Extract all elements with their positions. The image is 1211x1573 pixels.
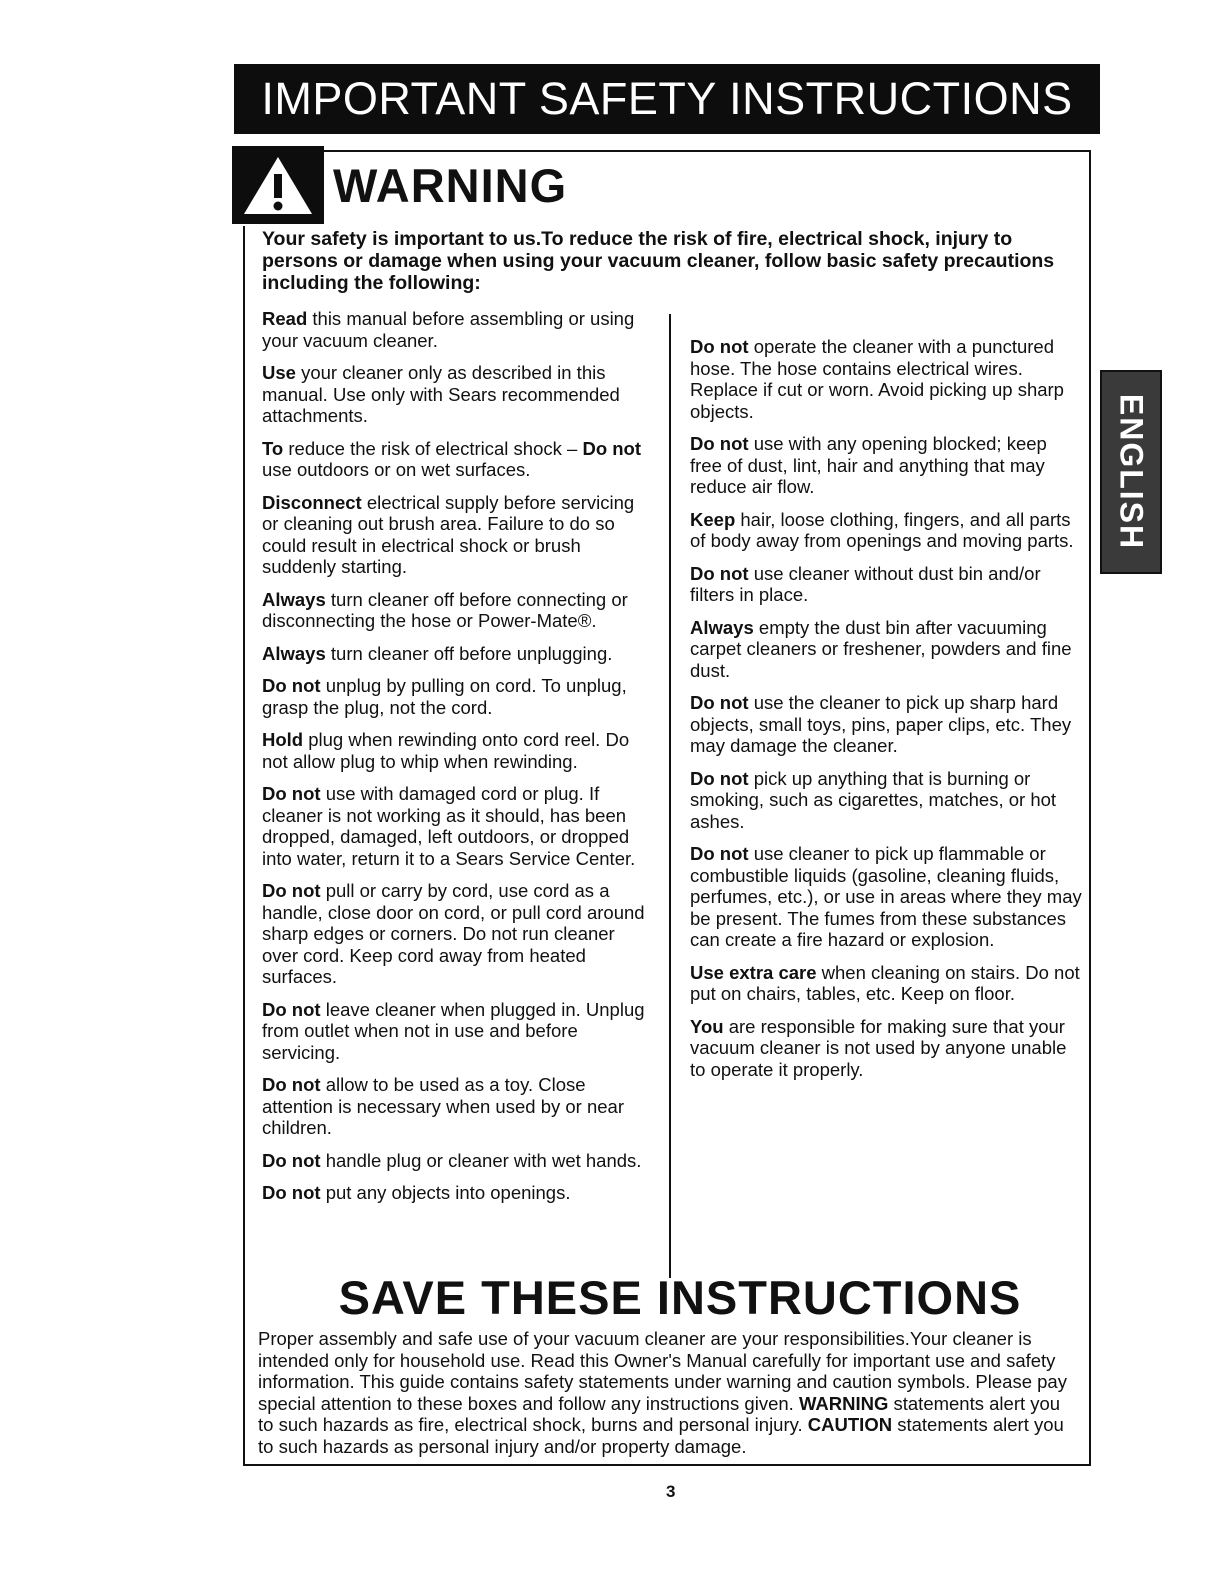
instruction-item: Do not use the cleaner to pick up sharp hard objects, small toys, pins, paper clips, etc. They may damage the cleaner.: [690, 692, 1072, 756]
instruction-item: Do not use with damaged cord or plug. If cleaner is not working as it should, has been dropped, damaged, left outdoors, or dropped into water, return it to a Sears Service Center.: [262, 783, 636, 869]
column-divider: [669, 314, 671, 1278]
instruction-item: Do not allow to be used as a toy. Close attention is necessary when used by or near children.: [262, 1074, 624, 1138]
left-instructions-column: [262, 308, 654, 1215]
instruction-item: Keep hair, loose clothing, fingers, and all parts of body away from openings and moving parts.: [690, 508, 1074, 551]
warning-icon-block: [232, 146, 324, 224]
instruction-item: Do not use with any opening blocked; keep free of dust, lint, hair and anything that may reduce air flow.: [690, 433, 1047, 497]
instruction-item: Hold plug when rewinding onto cord reel. Do not allow plug to whip when rewinding.: [262, 729, 630, 772]
instruction-item: Do not pick up anything that is burning or smoking, such as cigarettes, matches, or hot ashes.: [690, 767, 1057, 832]
language-side-tab: [1100, 370, 1162, 574]
instruction-item: Always turn cleaner off before connecting or disconnecting the hose or Power-Mate®.: [262, 588, 628, 631]
instruction-item: To reduce the risk of electrical shock – Do not use outdoors or on wet surfaces.: [262, 437, 642, 480]
save-instructions-title: SAVE THESE INSTRUCTIONS: [338, 1271, 1022, 1324]
instruction-item: Do not leave cleaner when plugged in. Unplug from outlet when not in use and before servicing.: [262, 998, 645, 1063]
instruction-item: Do not operate the cleaner with a punctured hose. The hose contains electrical wires. Replace if cut or worn. Avoid picking up sharp objects.: [690, 336, 1064, 422]
instruction-item: You are responsible for making sure that your vacuum cleaner is not used by anyone unable to operate it properly.: [690, 1015, 1067, 1080]
instruction-item: Read this manual before assembling or using your vacuum cleaner.: [262, 308, 635, 351]
page-header-title: IMPORTANT SAFETY INSTRUCTIONS: [234, 64, 1100, 134]
instruction-item: Do not put any objects into openings.: [262, 1182, 571, 1203]
warning-title: WARNING: [333, 159, 568, 212]
language-tab-label: ENGLISH: [1113, 393, 1150, 551]
instruction-item: Disconnect electrical supply before servicing or cleaning out brush area. Failure to do so could result in electrical shock or brush suddenly starting.: [262, 491, 635, 577]
page-number: 3: [666, 1482, 676, 1501]
instruction-item: Use your cleaner only as described in this manual. Use only with Sears recommended attachments.: [262, 362, 620, 426]
instruction-item: Always empty the dust bin after vacuuming carpet cleaners or freshener, powders and fine dust.: [690, 616, 1072, 681]
instruction-item: Do not use cleaner to pick up flammable or combustible liquids (gasoline, cleaning fluids, perfumes, etc.), or use in areas where they may be present. The fumes from these substances can create a fire hazard or explosion.: [690, 843, 1082, 950]
instruction-item: Do not pull or carry by cord, use cord as a handle, close door on cord, or pull cord around sharp edges or corners. Do not run cleaner over cord. Keep cord away from heated surfaces.: [262, 880, 645, 987]
instruction-item: Always turn cleaner off before unplugging.: [262, 642, 613, 664]
instruction-item: Do not unplug by pulling on cord. To unplug, grasp the plug, not the cord.: [262, 675, 627, 718]
right-instructions-column: [690, 336, 1082, 1091]
warning-triangle-icon: [242, 154, 314, 216]
warning-intro: Your safety is important to us.To reduce the risk of fire, electrical shock, injury to persons or damage when using your vacuum cleaner, follow basic safety precautions including the following:: [262, 228, 1055, 294]
instruction-item: Do not use cleaner without dust bin and/or filters in place.: [690, 562, 1041, 605]
responsibility-paragraph: Proper assembly and safe use of your vacuum cleaner are your responsibilities.Your cleaner is intended only for household use. Read this Owner's Manual carefully for important use and safety information. This guide contains safety statements under warning and caution symbols. Please pay special attention to these boxes and follow any instructions given. WARNING statements alert you to such hazards as fire, electrical shock, burns and personal injury. CAUTION statements alert you to such hazards as personal injury and/or property damage.: [258, 1328, 1067, 1457]
instruction-item: Use extra care when cleaning on stairs. Do not put on chairs, tables, etc. Keep on floor.: [690, 961, 1080, 1004]
instruction-item: Do not handle plug or cleaner with wet hands.: [262, 1149, 642, 1171]
